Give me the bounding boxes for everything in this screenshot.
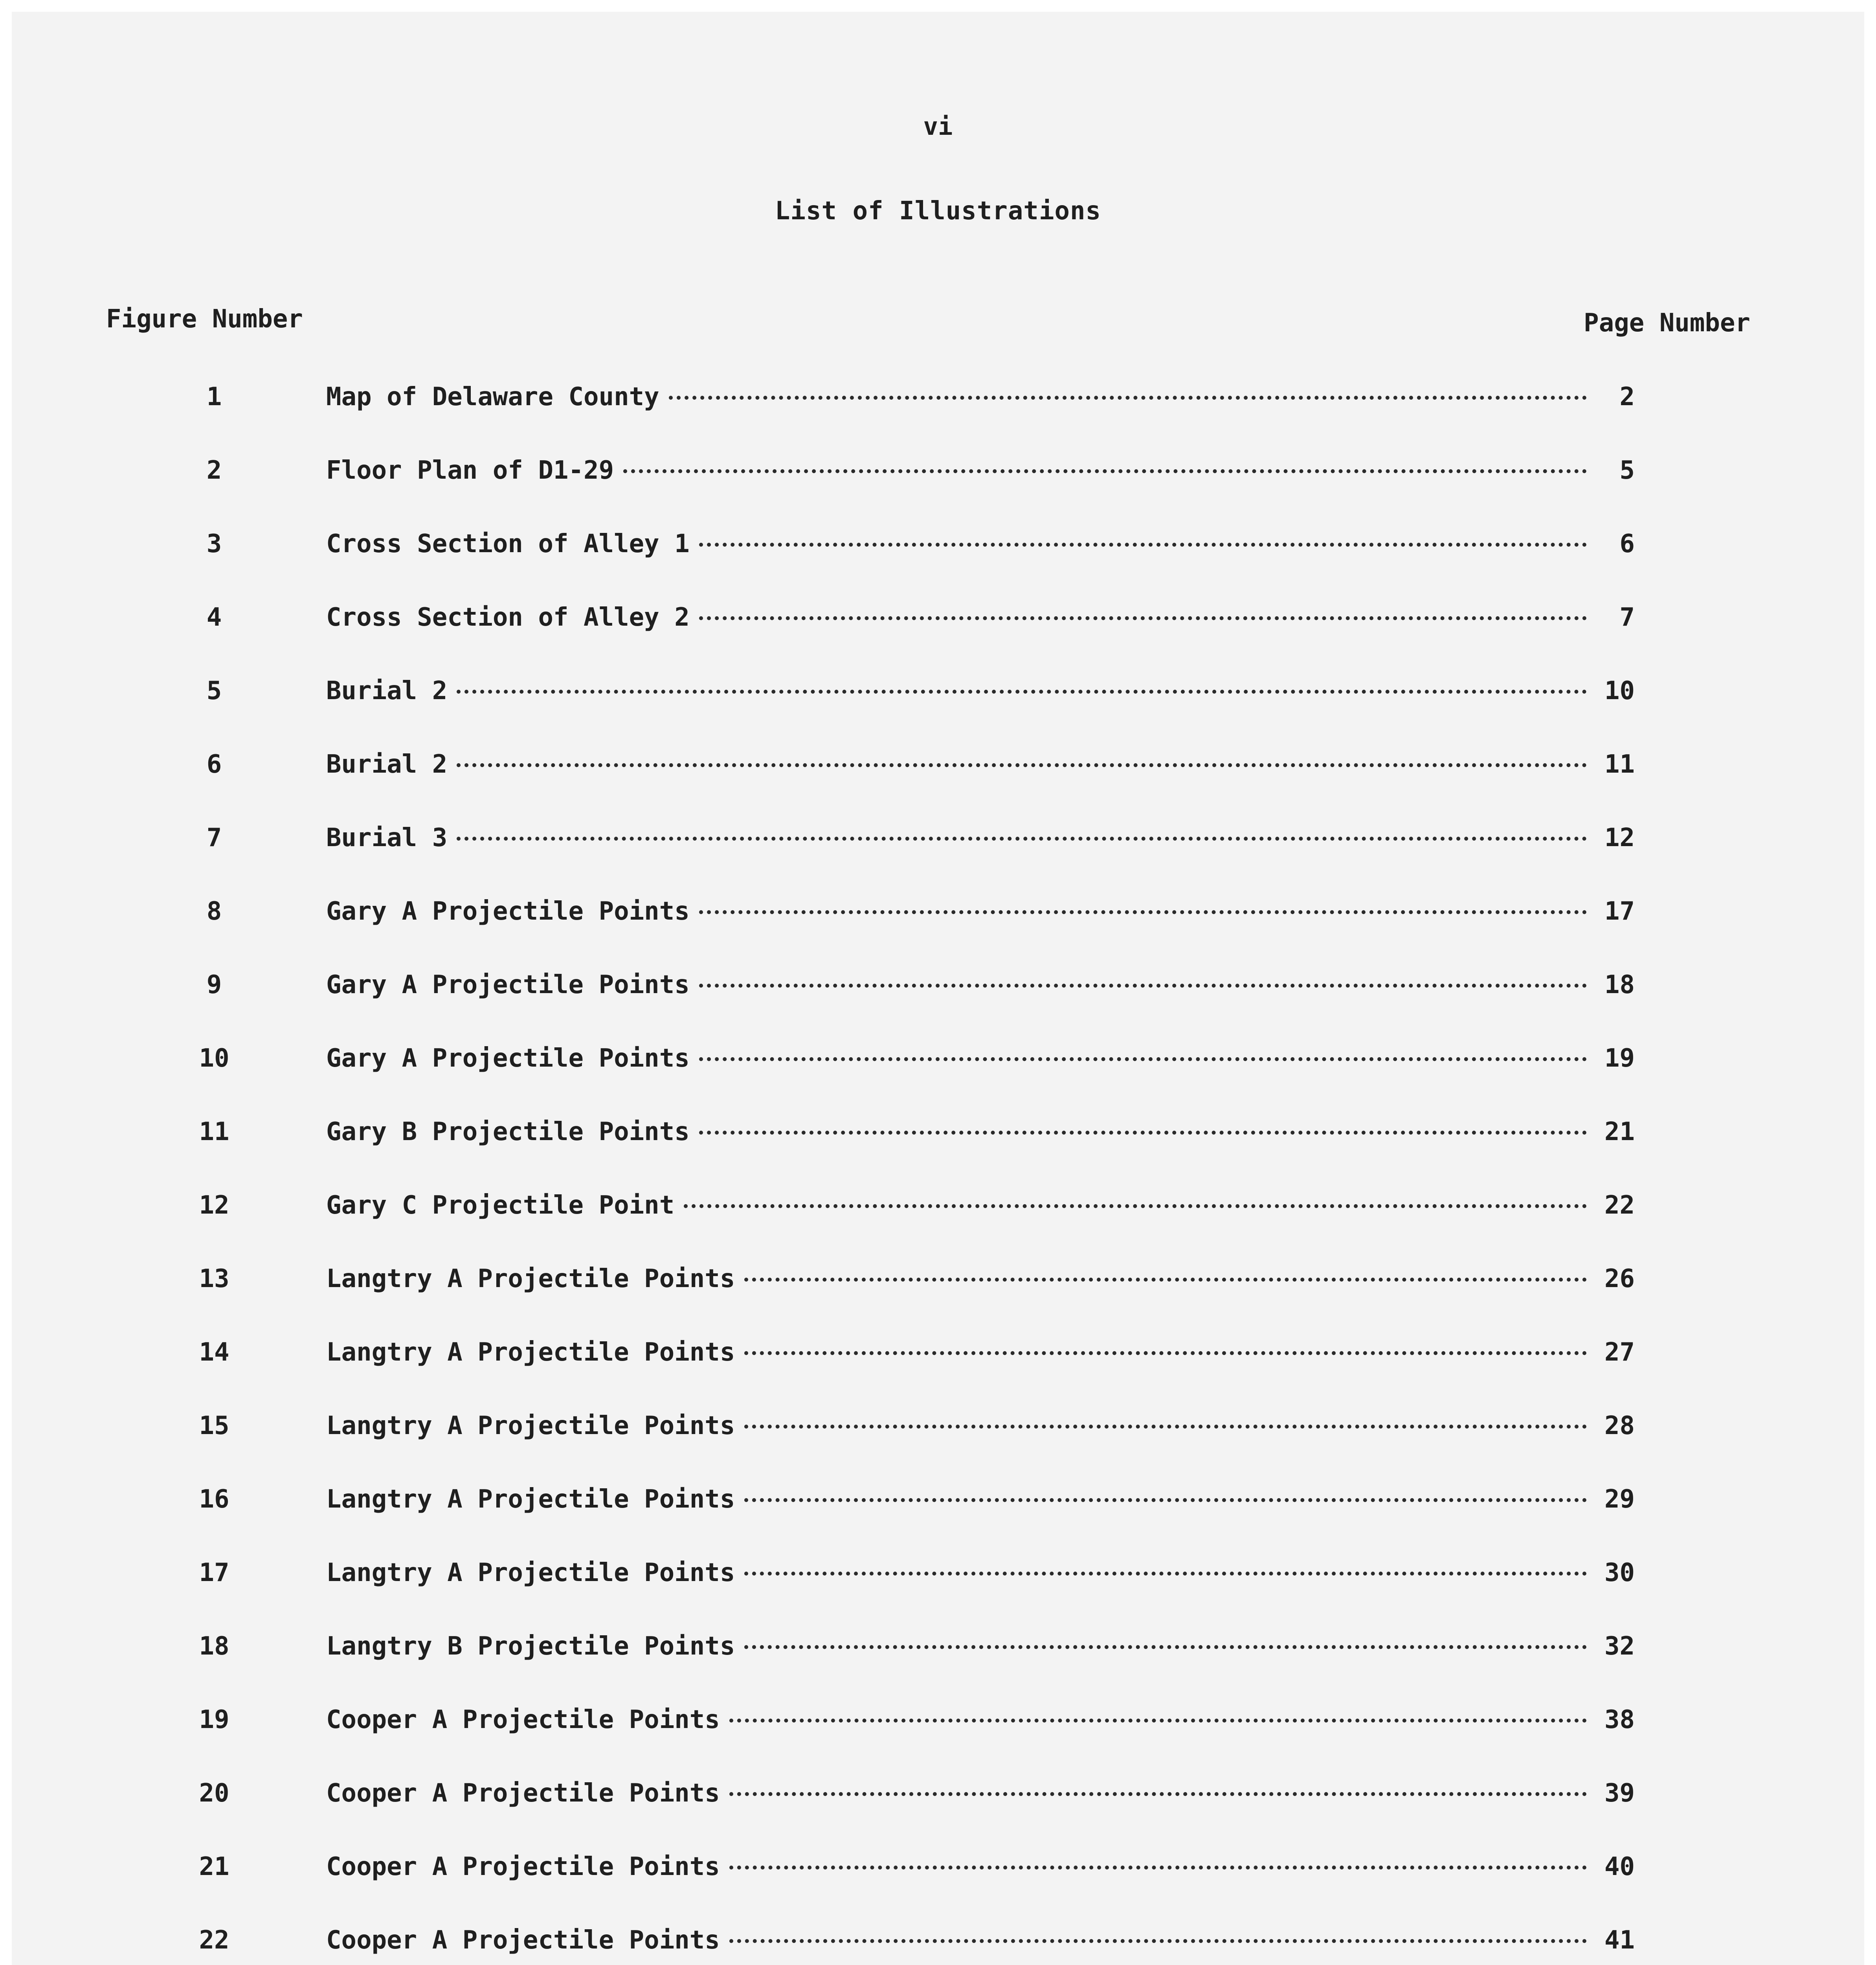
entry-leader-line: [326, 1700, 1635, 1739]
entry-leader-line: [326, 965, 1635, 1005]
figure-number: 17: [199, 1558, 229, 1587]
figure-number: 8: [206, 897, 222, 926]
figure-number: 22: [199, 1926, 229, 1955]
figure-description: Langtry A Projectile Points: [326, 1264, 735, 1293]
list-item: [0, 1847, 1876, 1886]
figure-number: 2: [206, 456, 222, 485]
figure-description: Gary A Projectile Points: [326, 897, 690, 926]
entry-leader-line: [326, 745, 1635, 784]
dot-leader: [699, 984, 1587, 988]
list-item: [0, 451, 1876, 490]
figure-page-number: 26: [1604, 1264, 1635, 1293]
dot-leader: [744, 1425, 1587, 1429]
figure-number: 7: [206, 823, 222, 852]
figure-number: 12: [199, 1191, 229, 1220]
list-item: [0, 1627, 1876, 1666]
figure-number: 6: [206, 750, 222, 779]
figure-description: Langtry A Projectile Points: [326, 1558, 735, 1587]
figure-number: 20: [199, 1779, 229, 1808]
figure-number: 1: [206, 382, 222, 411]
figure-description: Gary C Projectile Point: [326, 1191, 675, 1220]
figure-description: Burial 2: [326, 676, 448, 705]
figure-number: 9: [206, 970, 222, 999]
dot-leader: [699, 1057, 1587, 1061]
figure-number: 19: [199, 1705, 229, 1734]
figure-page-number: 19: [1604, 1044, 1635, 1073]
figure-description: Burial 3: [326, 823, 448, 852]
page-number-header: Page Number: [1584, 309, 1750, 338]
dot-leader: [623, 469, 1587, 473]
list-item: [0, 1406, 1876, 1445]
dot-leader: [744, 1572, 1587, 1576]
entry-leader-line: [326, 1921, 1635, 1960]
dot-leader: [729, 1719, 1587, 1723]
dot-leader: [729, 1792, 1587, 1796]
dot-leader: [744, 1278, 1587, 1282]
figure-page-number: 27: [1604, 1338, 1635, 1367]
figure-number: 21: [199, 1852, 229, 1881]
figure-page-number: 32: [1604, 1632, 1635, 1661]
entry-leader-line: [326, 892, 1635, 931]
figure-page-number: 17: [1604, 897, 1635, 926]
figure-page-number: 21: [1604, 1117, 1635, 1146]
dot-leader: [699, 1131, 1587, 1135]
figure-description: Langtry B Projectile Points: [326, 1632, 735, 1661]
entry-leader-line: [326, 1406, 1635, 1445]
entry-leader-line: [326, 1847, 1635, 1886]
figure-description: Cross Section of Alley 1: [326, 529, 690, 558]
entry-leader-line: [326, 524, 1635, 564]
list-item: [0, 745, 1876, 784]
list-item: [0, 965, 1876, 1005]
dot-leader: [699, 910, 1587, 914]
list-item: [0, 1921, 1876, 1960]
figure-page-number: 38: [1604, 1705, 1635, 1734]
figure-description: Langtry A Projectile Points: [326, 1485, 735, 1514]
entry-leader-line: [326, 377, 1635, 417]
figure-number: 16: [199, 1485, 229, 1514]
figure-description: Langtry A Projectile Points: [326, 1411, 735, 1440]
entry-leader-line: [326, 1186, 1635, 1225]
list-item: [0, 1553, 1876, 1592]
entry-leader-line: [326, 1480, 1635, 1519]
figure-number: 13: [199, 1264, 229, 1293]
entry-leader-line: [326, 671, 1635, 711]
entry-leader-line: [326, 818, 1635, 858]
list-item: [0, 1112, 1876, 1151]
figure-number-header: Figure Number: [106, 305, 303, 334]
figure-description: Cross Section of Alley 2: [326, 603, 690, 632]
entry-leader-line: [326, 1039, 1635, 1078]
entry-leader-line: [326, 1112, 1635, 1151]
list-item: [0, 1774, 1876, 1813]
figure-description: Cooper A Projectile Points: [326, 1779, 720, 1808]
list-item: [0, 1039, 1876, 1078]
dot-leader: [699, 543, 1587, 547]
list-item: [0, 377, 1876, 417]
entry-leader-line: [326, 598, 1635, 637]
dot-leader: [729, 1866, 1587, 1870]
entry-leader-line: [326, 1333, 1635, 1372]
entry-leader-line: [326, 1259, 1635, 1298]
figure-number: 11: [199, 1117, 229, 1146]
list-item: [0, 671, 1876, 711]
list-item: [0, 892, 1876, 931]
dot-leader: [457, 690, 1587, 694]
figure-page-number: 10: [1604, 676, 1635, 705]
dot-leader: [699, 616, 1587, 620]
entry-leader-line: [326, 1627, 1635, 1666]
figure-number: 10: [199, 1044, 229, 1073]
list-item: [0, 1333, 1876, 1372]
dot-leader: [744, 1498, 1587, 1502]
figure-number: 14: [199, 1338, 229, 1367]
figure-page-number: 40: [1604, 1852, 1635, 1881]
figure-page-number: 5: [1619, 456, 1635, 485]
figure-page-number: 18: [1604, 970, 1635, 999]
figure-page-number: 2: [1619, 382, 1635, 411]
figure-description: Burial 2: [326, 750, 448, 779]
list-item: [0, 1480, 1876, 1519]
list-item: [0, 1186, 1876, 1225]
list-item: [0, 818, 1876, 858]
dot-leader: [744, 1351, 1587, 1355]
figure-number: 3: [206, 529, 222, 558]
dot-leader: [457, 837, 1587, 841]
entry-leader-line: [326, 1774, 1635, 1813]
figure-page-number: 11: [1604, 750, 1635, 779]
list-item: [0, 598, 1876, 637]
figure-description: Cooper A Projectile Points: [326, 1705, 720, 1734]
figure-description: Cooper A Projectile Points: [326, 1926, 720, 1955]
figure-page-number: 6: [1619, 529, 1635, 558]
figure-page-number: 39: [1604, 1779, 1635, 1808]
figure-page-number: 7: [1619, 603, 1635, 632]
figure-description: Langtry A Projectile Points: [326, 1338, 735, 1367]
entry-leader-line: [326, 451, 1635, 490]
dot-leader: [729, 1939, 1587, 1943]
figure-description: Gary A Projectile Points: [326, 1044, 690, 1073]
figure-number: 18: [199, 1632, 229, 1661]
entry-leader-line: [326, 1553, 1635, 1592]
figure-page-number: 30: [1604, 1558, 1635, 1587]
figure-page-number: 28: [1604, 1411, 1635, 1440]
figure-description: Cooper A Projectile Points: [326, 1852, 720, 1881]
dot-leader: [744, 1645, 1587, 1649]
figure-description: Gary A Projectile Points: [326, 970, 690, 999]
dot-leader: [684, 1204, 1587, 1208]
page-title: List of Illustrations: [775, 196, 1101, 226]
figure-page-number: 22: [1604, 1191, 1635, 1220]
page-number: vi: [923, 112, 953, 141]
list-item: [0, 1700, 1876, 1739]
figure-number: 5: [206, 676, 222, 705]
figure-description: Gary B Projectile Points: [326, 1117, 690, 1146]
figure-page-number: 41: [1604, 1926, 1635, 1955]
figure-page-number: 29: [1604, 1485, 1635, 1514]
figure-description: Floor Plan of D1-29: [326, 456, 614, 485]
dot-leader: [669, 396, 1587, 400]
figure-number: 4: [206, 603, 222, 632]
figure-page-number: 12: [1604, 823, 1635, 852]
figure-number: 15: [199, 1411, 229, 1440]
list-item: [0, 524, 1876, 564]
dot-leader: [457, 763, 1587, 767]
list-item: [0, 1259, 1876, 1298]
figure-description: Map of Delaware County: [326, 382, 659, 411]
